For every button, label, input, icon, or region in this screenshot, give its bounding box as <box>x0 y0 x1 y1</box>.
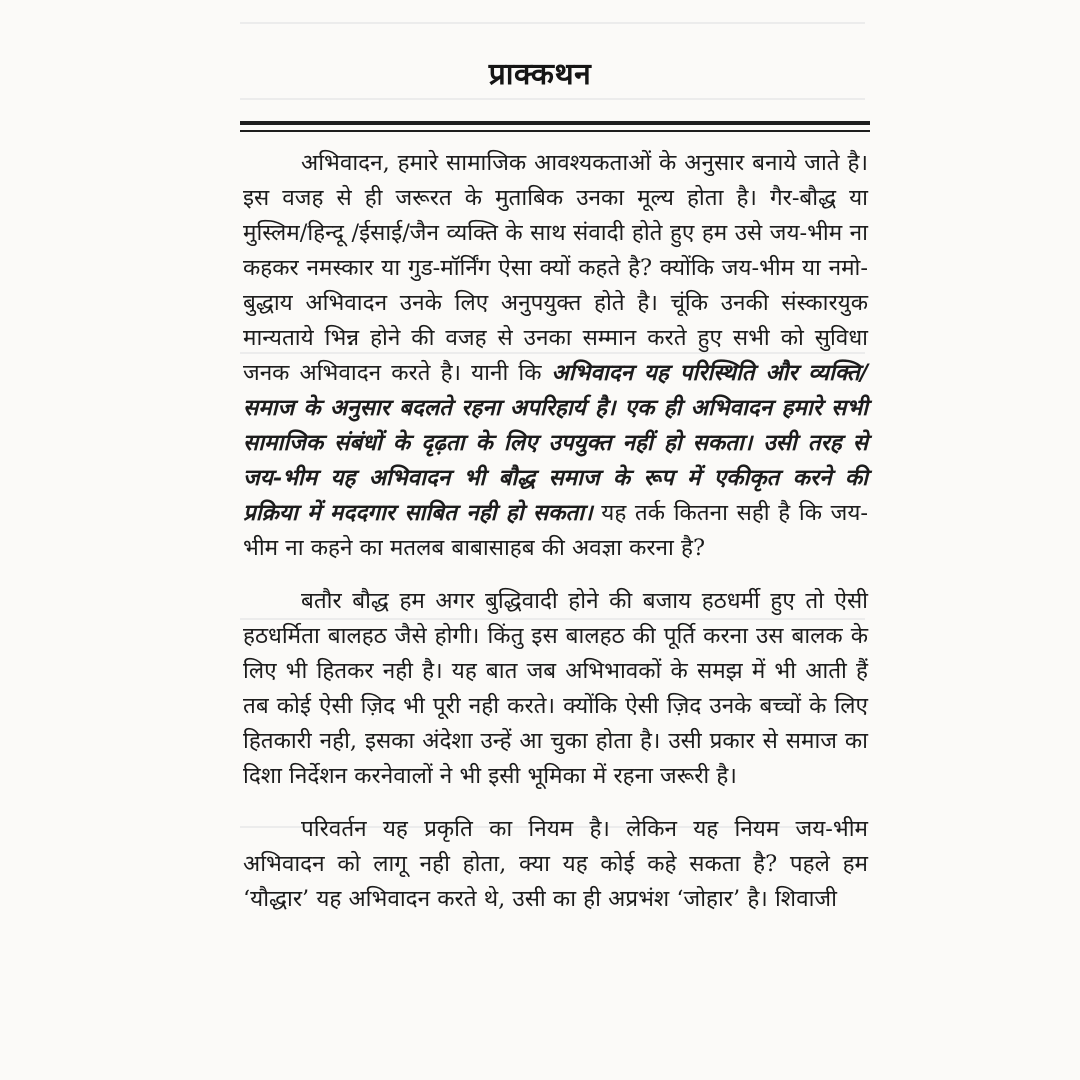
paragraph-3: परिवर्तन यह प्रकृति का नियम है। लेकिन यह नियम जय-भीम अभिवादन को लागू नही होता, क्या यह कोई कहे सकता है? पहले हम ‘यौद्धार’ यह अभिवादन करते थे, उसी का ही अप्रभंश ‘जोहार’ है। शिवाजी <box>243 816 868 912</box>
paragraph-1-emphasis: अभिवादन यह परिस्थिति और व्यक्ति/समाज के अनुसार बदलते रहना अपरिहार्य है। एक ही अभिवादन हमारे सभी सामाजिक संबंधों के दृढ़ता के लिए उपयुक्त नहीं हो सकता। उसी तरह से जय-भीम यह अभिवादन भी बौद्ध समाज के रूप में एकीकृत करने की प्रक्रिया में मददगार साबित नही हो सकता। <box>243 360 868 526</box>
title-rule-thin <box>240 130 870 132</box>
body-text <box>243 146 868 935</box>
paragraph-1-text: अभिवादन, हमारे सामाजिक आवश्यकताओं के अनुसार बनाये जाते है। इस वजह से ही जरूरत के मुताबिक उनका मूल्य होता है। गैर-बौद्ध या मुस्लिम/हिन्दू /ईसाई/जैन व्यक्ति के साथ संवादी होते हुए हम उसे जय-भीम ना कहकर नमस्कार या गुड-मॉर्निंग ऐसा क्यों कहते है? क्योंकि जय-भीम या नमो-बुद्धाय अभिवादन उनके लिए अनुपयुक्त होते है। चूंकि उनकी संस्कारयुक मान्यताये भिन्न होने की वजह से उनका सम्मान करते हुए सभी को सुविधा जनक अभिवादन करते है। यानी कि <box>243 150 868 386</box>
paragraph-2: बतौर बौद्ध हम अगर बुद्धिवादी होने की बजाय हठधर्मी हुए तो ऐसी हठधर्मिता बालहठ जैसे होगी। किंतु इस बालहठ की पूर्ति करना उस बालक के लिए भी हितकर नही है। यह बात जब अभिभावकों के समझ में भी आती हैं तब कोई ऐसी ज़िद भी पूरी नही करते। क्योंकि ऐसी ज़िद उनके बच्चों के लिए हितकारी नही, इसका अंदेशा उन्हें आ चुका होता है। उसी प्रकार से समाज का दिशा निर्देशन करनेवालों ने भी इसी भूमिका में रहना जरूरी है। <box>243 588 868 789</box>
page-title: प्राक्कथन <box>488 57 592 92</box>
bleed-through-line <box>240 98 865 100</box>
paragraph-1 <box>243 146 868 566</box>
bleed-through-line <box>240 22 865 24</box>
title-rule-thick <box>240 121 870 125</box>
paragraph-1-tail: यह तर्क कितना सही है कि जय-भीम ना कहने का मतलब बाबासाहब की अवज्ञा करना है? <box>243 500 868 561</box>
